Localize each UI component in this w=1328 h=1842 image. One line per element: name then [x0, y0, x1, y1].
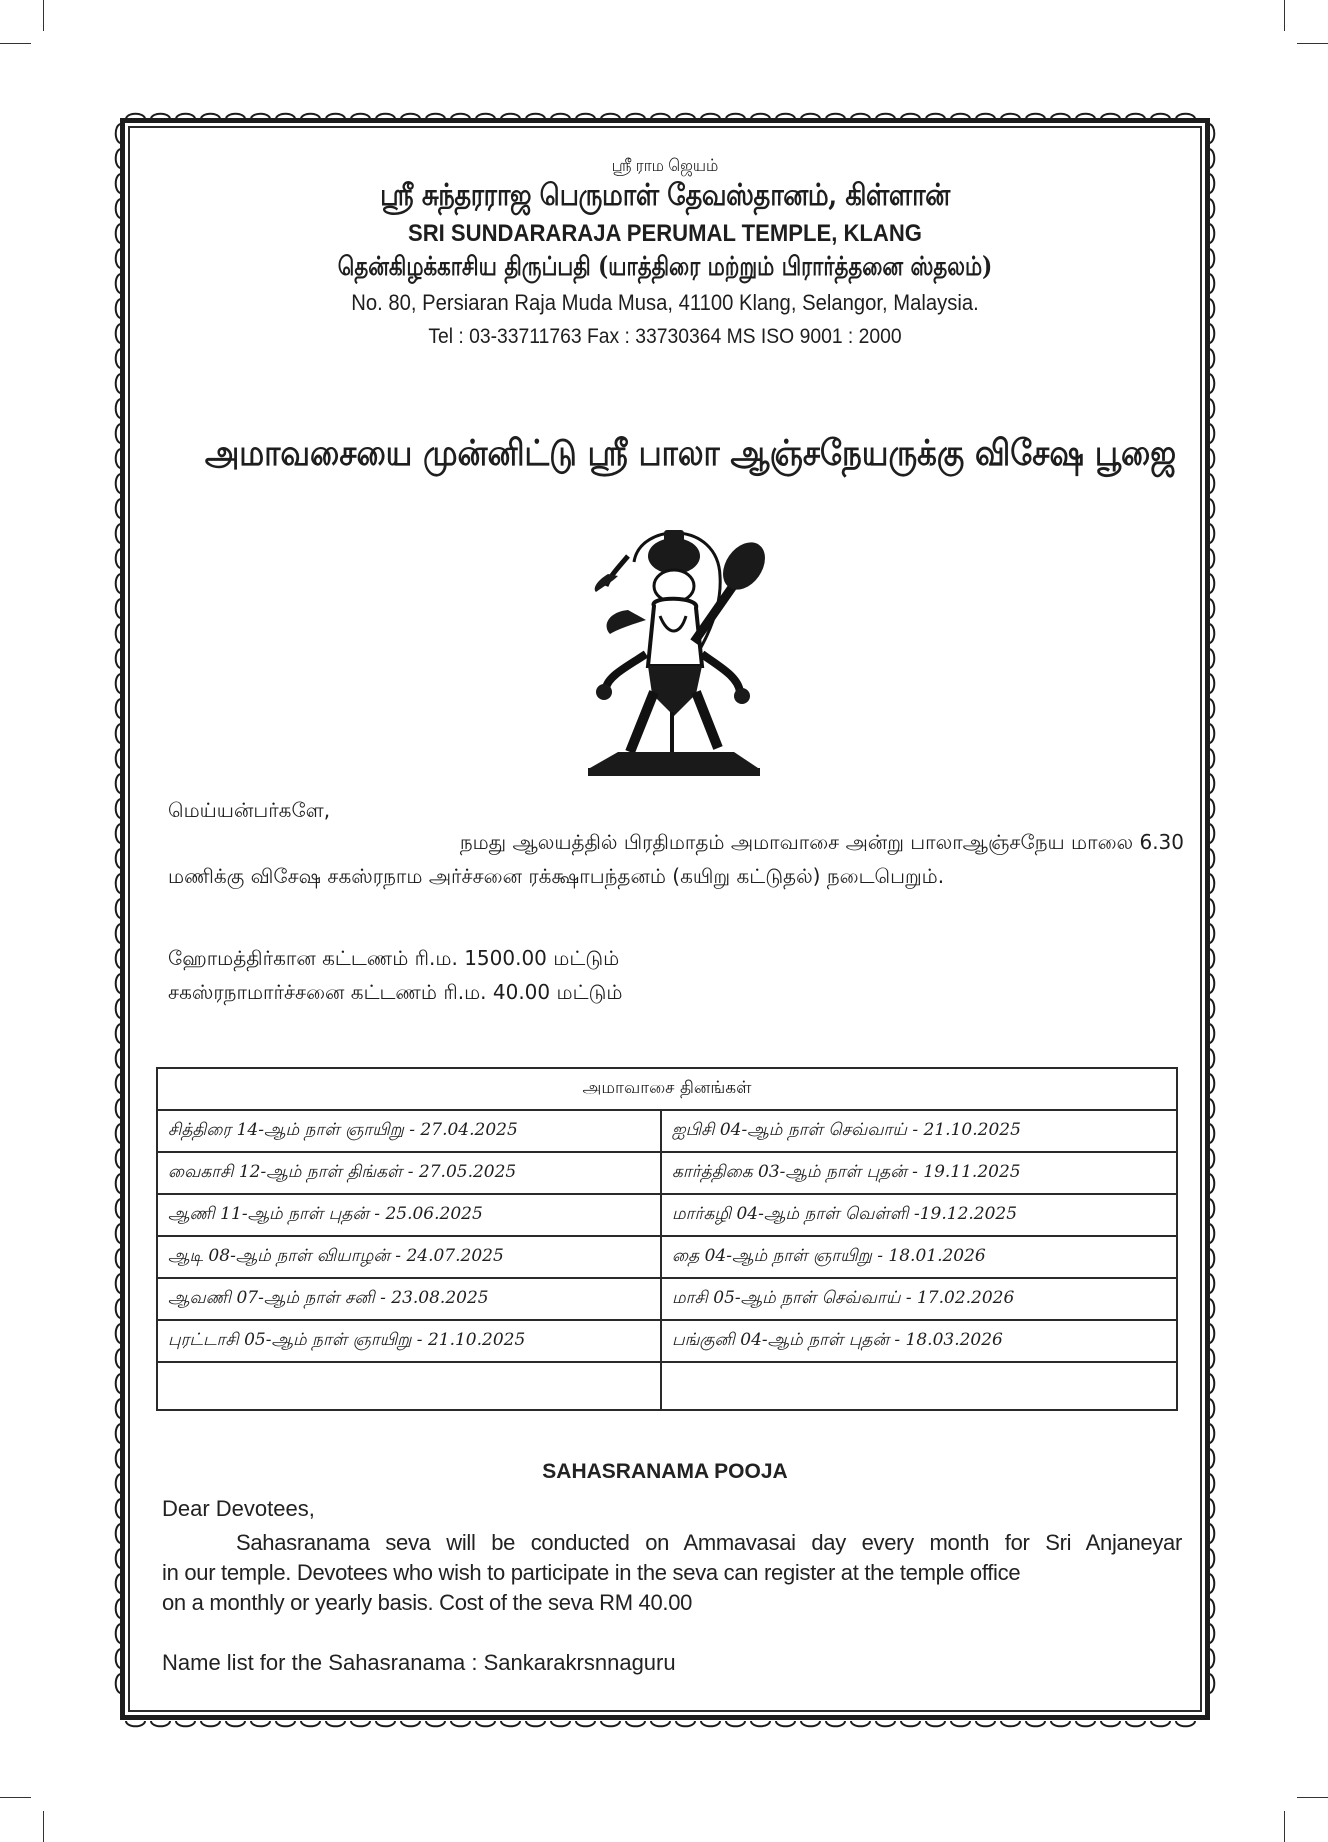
table-cell: புரட்டாசி 05-ஆம் நாள் ஞாயிறு - 21.10.2025 — [157, 1320, 661, 1362]
fee-homam: ஹோமத்திர்கான கட்டணம் ரி.ம. 1500.00 மட்டும் — [168, 946, 620, 970]
table-row — [157, 1110, 1177, 1152]
table-cell: மாசி 05-ஆம் நாள் செவ்வாய் - 17.02.2026 — [661, 1278, 1177, 1320]
table-cell: கார்த்திகை 03-ஆம் நாள் புதன் - 19.11.2025 — [661, 1152, 1177, 1194]
table-cell: ஐபிசி 04-ஆம் நாள் செவ்வாய் - 21.10.2025 — [661, 1110, 1177, 1152]
table-cell: பங்குனி 04-ஆம் நாள் புதன் - 18.03.2026 — [661, 1320, 1177, 1362]
english-paragraph-line: on a monthly or yearly basis. Cost of the seva RM 40.00 — [162, 1590, 693, 1615]
table-cell: மார்கழி 04-ஆம் நாள் வெள்ளி -19.12.2025 — [661, 1194, 1177, 1236]
crop-mark — [0, 1797, 31, 1798]
notice-paragraph-line: நமது ஆலயத்தில் பிரதிமாதம் அமாவாசை அன்று பாலாஆஞ்சநேய மாலை 6.30 — [459, 830, 1184, 854]
crop-mark — [0, 43, 31, 44]
english-paragraph-line: Sahasranama seva will be conducted on Ammavasai day every month for Sri Anjaneyar — [236, 1530, 1182, 1555]
table-cell — [661, 1362, 1177, 1410]
temple-contact: Tel : 03-33711763 Fax : 33730364 MS ISO 9001 : 2000 — [428, 325, 902, 348]
table-cell: ஆவணி 07-ஆம் நாள் சனி - 23.08.2025 — [157, 1278, 661, 1320]
crop-mark — [1284, 0, 1285, 31]
table-cell — [157, 1362, 661, 1410]
temple-address: No. 80, Persiaran Raja Muda Musa, 41100 Klang, Selangor, Malaysia. — [351, 290, 979, 315]
table-row — [157, 1278, 1177, 1320]
table-cell: ஆணி 11-ஆம் நாள் புதன் - 25.06.2025 — [157, 1194, 661, 1236]
table-row — [157, 1194, 1177, 1236]
crop-mark — [1297, 1797, 1328, 1798]
table-cell: ஆடி 08-ஆம் நாள் வியாழன் - 24.07.2025 — [157, 1236, 661, 1278]
english-section-title: SAHASRANAMA POOJA — [542, 1460, 788, 1483]
table-cell: வைகாசி 12-ஆம் நாள் திங்கள் - 27.05.2025 — [157, 1152, 661, 1194]
notice-paragraph-line: மணிக்கு விசேஷ சகஸ்ரநாம அர்ச்சனை ரக்க்ஷாபந்தனம் (கயிறு கட்டுதல்) நடைபெறும். — [168, 864, 945, 888]
table-header-row — [157, 1068, 1177, 1110]
temple-name-tamil: ஸ்ரீ சுந்தரராஜ பெருமாள் தேவஸ்தானம், கிள்ளான் — [380, 178, 950, 213]
crop-mark — [1297, 43, 1328, 44]
crop-mark — [43, 0, 44, 31]
salutation-english: Dear Devotees, — [162, 1496, 315, 1521]
notice-title: அமாவசையை முன்னிட்டு ஸ்ரீ பாலா ஆஞ்சநேயருக்கு விசேஷ பூஜை — [204, 432, 1177, 474]
name-list-line: Name list for the Sahasranama : Sankarakrsnnaguru — [162, 1650, 676, 1675]
hanuman-deity-icon — [568, 516, 780, 778]
temple-name-english: SRI SUNDARARAJA PERUMAL TEMPLE, KLANG — [407, 220, 922, 247]
invocation: ஸ்ரீ ராம ஜெயம் — [611, 156, 719, 175]
temple-subtitle-tamil: தென்கிழக்காசிய திருப்பதி (யாத்திரை மற்றும் பிரார்த்தனை ஸ்தலம்) — [337, 252, 993, 282]
fee-sahasranama: சகஸ்ரநாமார்ச்சனை கட்டணம் ரி.ம. 40.00 மட்டும் — [168, 980, 623, 1004]
table-row — [157, 1152, 1177, 1194]
table-row — [157, 1320, 1177, 1362]
crop-mark — [43, 1811, 44, 1842]
salutation-tamil: மெய்யன்பர்களே, — [168, 798, 331, 822]
table-cell: தை 04-ஆம் நாள் ஞாயிறு - 18.01.2026 — [661, 1236, 1177, 1278]
table-cell: சித்திரை 14-ஆம் நாள் ஞாயிறு - 27.04.2025 — [157, 1110, 661, 1152]
crop-mark — [1284, 1811, 1285, 1842]
table-header: அமாவாசை தினங்கள் — [157, 1068, 1177, 1110]
table-row-empty — [157, 1362, 1177, 1410]
table-row — [157, 1236, 1177, 1278]
amavasai-dates-table — [156, 1067, 1178, 1411]
english-paragraph-line: in our temple. Devotees who wish to participate in the seva can register at the temple office — [162, 1560, 1021, 1585]
